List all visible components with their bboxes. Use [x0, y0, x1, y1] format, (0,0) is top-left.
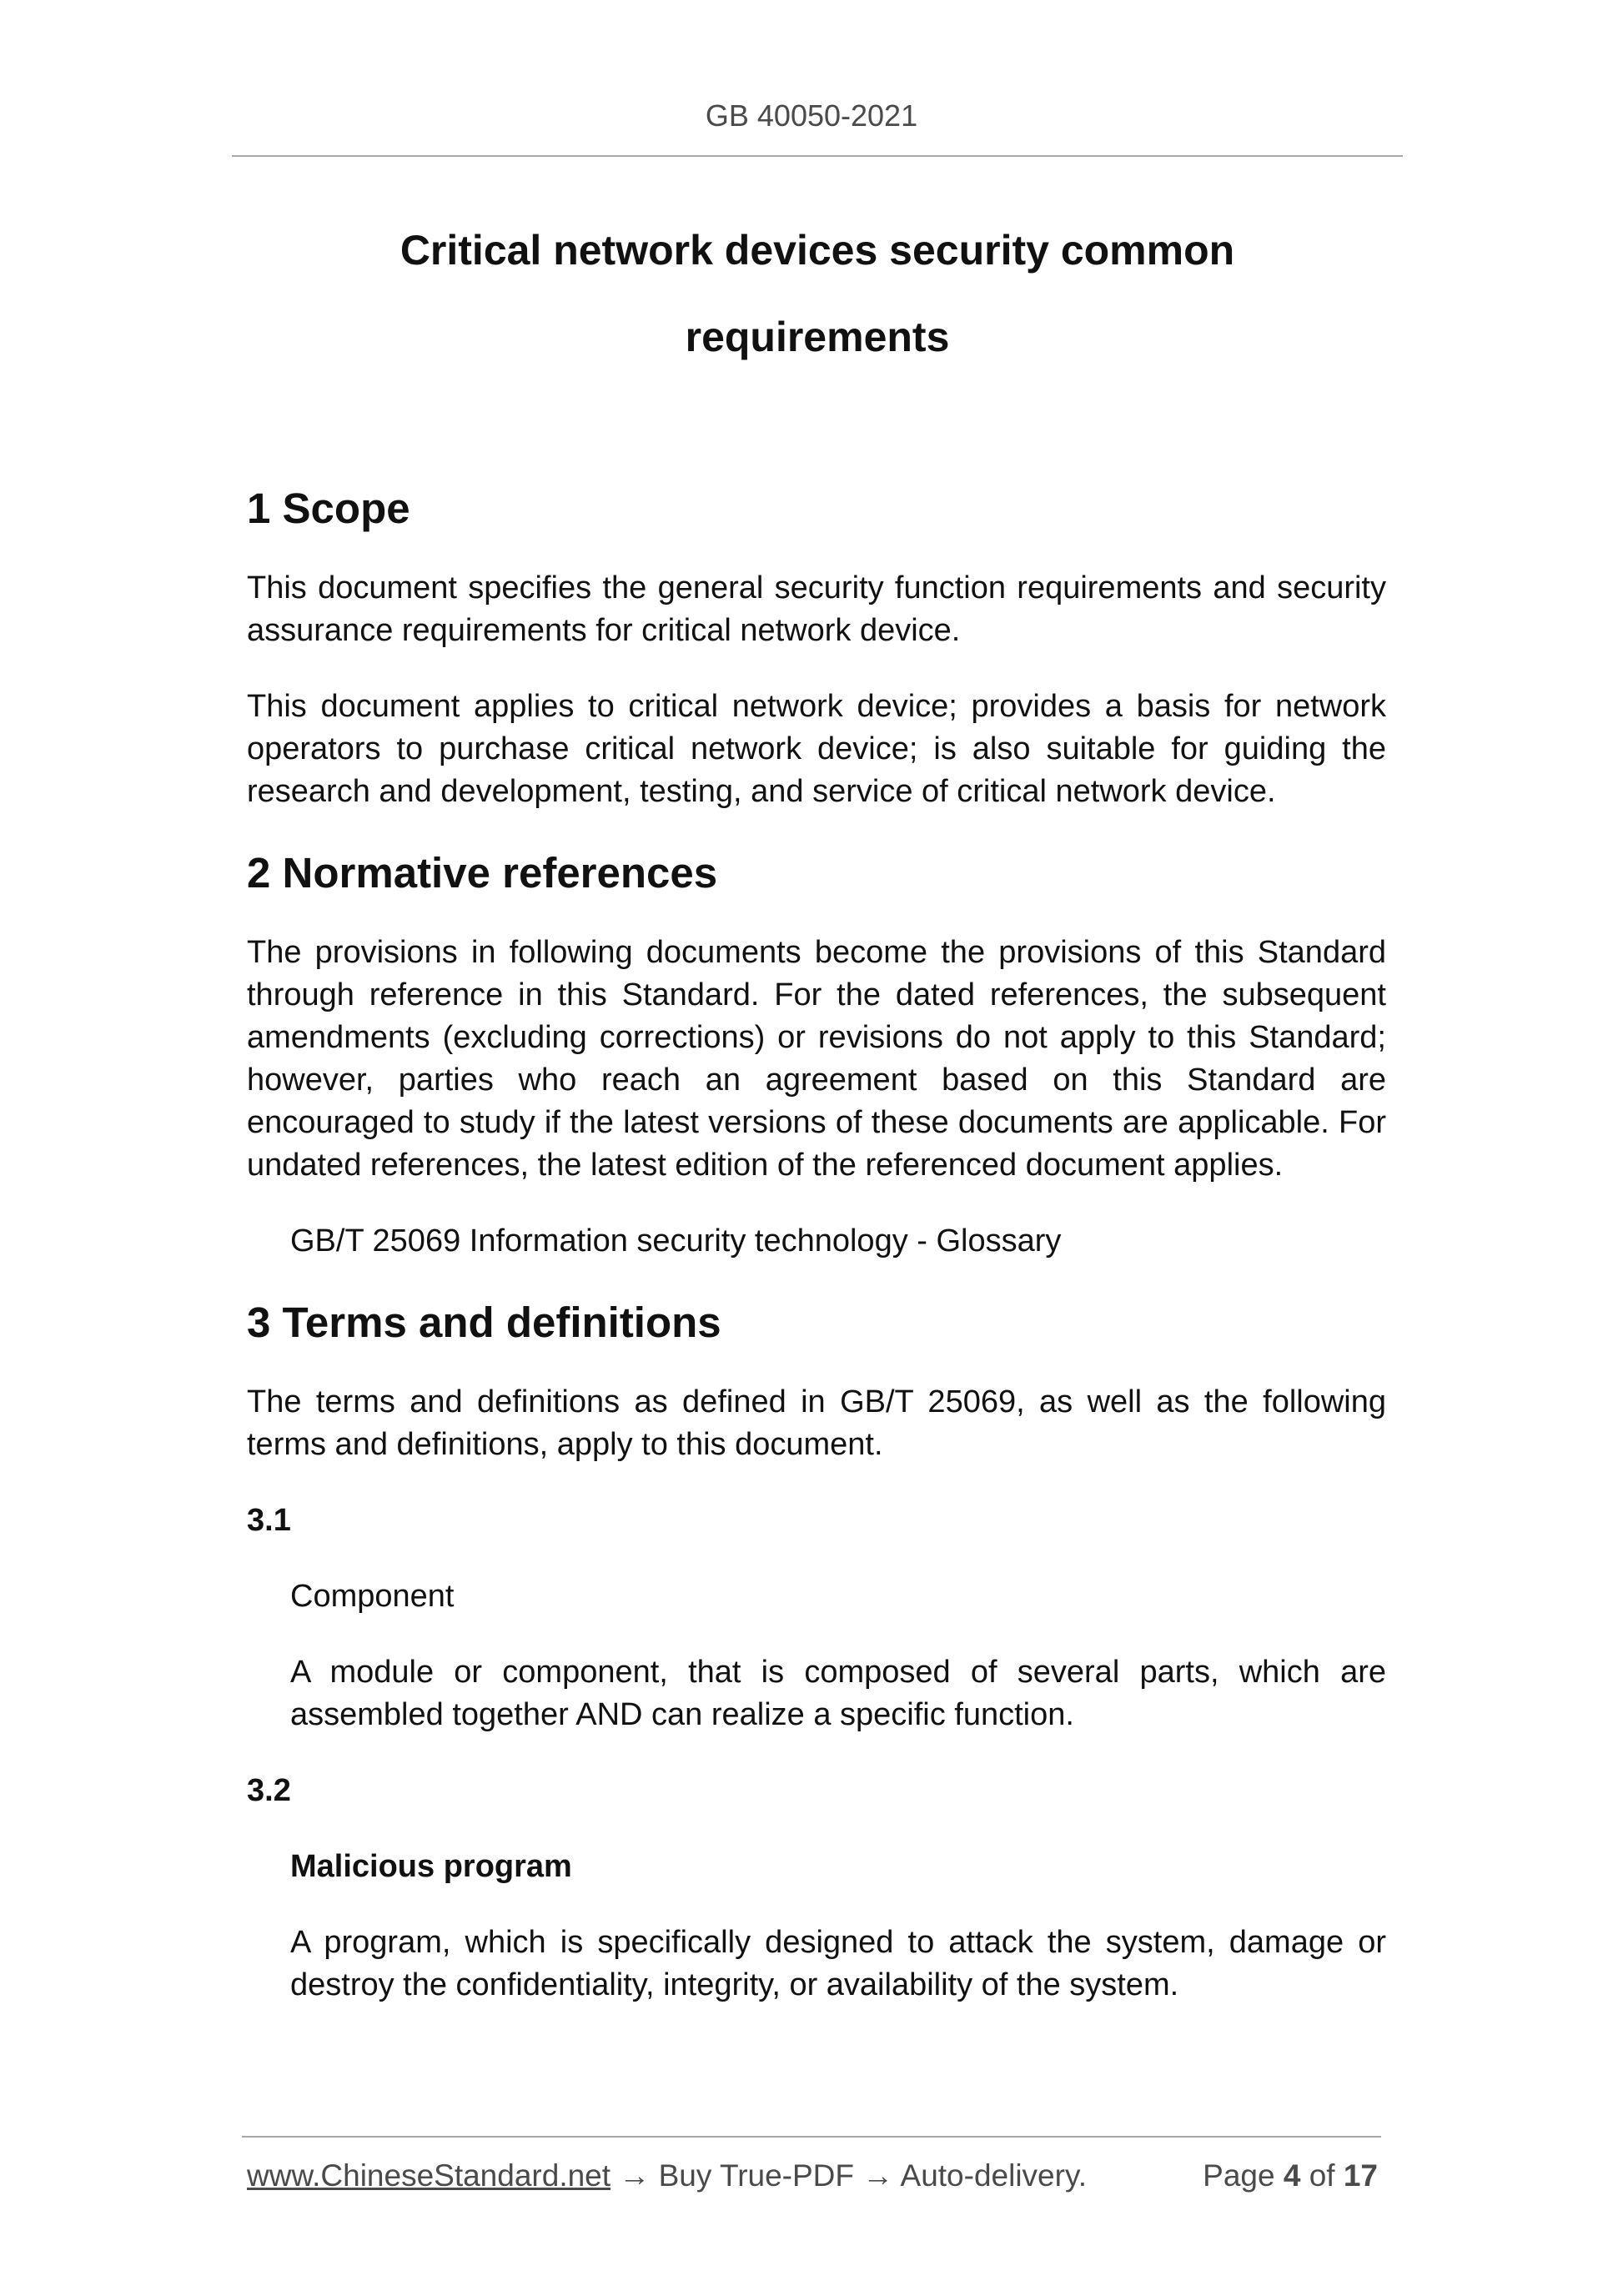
page-label: Page — [1203, 2158, 1275, 2193]
document-body — [247, 482, 1386, 2040]
document-title-line-1: Critical network devices security common — [399, 227, 1235, 274]
page-indicator — [1203, 2158, 1378, 2193]
footer-tagline: → Buy True-PDF → Auto-delivery. — [611, 2158, 1087, 2193]
term-definition-component: A module or component, that is composed of several parts, which are assembled together AND can realize a specific function. — [290, 1655, 1386, 1732]
normative-references-paragraph: The provisions in following documents become the provisions of this Standard through reference in this Standard. For the dated references, the subsequent amendments (excluding corrections) or revisions do not apply to this Standard; however, parties who reach an agreement based on this Standard are encouraged to study if the latest versions of these documents are applicable. For undated references, the latest edition of the referenced document applies. — [247, 935, 1386, 1183]
term-name-component: Component — [290, 1579, 455, 1614]
current-page-number: 4 — [1283, 2158, 1301, 2193]
document-title — [232, 207, 1403, 380]
section-heading-terms-definitions: 3 Terms and definitions — [247, 1299, 721, 1346]
document-title-line-2: requirements — [685, 314, 950, 360]
footer-divider — [242, 2136, 1381, 2138]
scope-paragraph-1: This document specifies the general security function requirements and security assurance requirements for critical network device. — [247, 570, 1386, 648]
document-code: GB 40050-2021 — [705, 98, 918, 133]
of-label: of — [1309, 2158, 1335, 2193]
term-number-3-2: 3.2 — [247, 1773, 291, 1808]
normative-reference-item: GB/T 25069 Information security technology - Glossary — [290, 1223, 1062, 1259]
term-number-3-1: 3.1 — [247, 1503, 291, 1538]
page-footer — [247, 2158, 1378, 2193]
section-heading-normative-references: 2 Normative references — [247, 849, 718, 897]
header-divider — [232, 155, 1403, 157]
term-definition-malicious-program: A program, which is specifically designed to attack the system, damage or destroy the confidentiality, integrity, or availability of the system. — [290, 1925, 1386, 2002]
total-page-count: 17 — [1343, 2158, 1378, 2193]
terms-intro-paragraph: The terms and definitions as defined in GB/T 25069, as well as the following terms and definitions, apply to this document. — [247, 1384, 1386, 1462]
scope-paragraph-2: This document applies to critical network device; provides a basis for network operators to purchase critical network device; is also suitable for guiding the research and development, testing, and service of critical network device. — [247, 689, 1386, 809]
term-name-malicious-program: Malicious program — [290, 1849, 572, 1884]
section-heading-scope: 1 Scope — [247, 485, 410, 532]
website-link[interactable]: www.ChineseStandard.net — [247, 2158, 611, 2193]
